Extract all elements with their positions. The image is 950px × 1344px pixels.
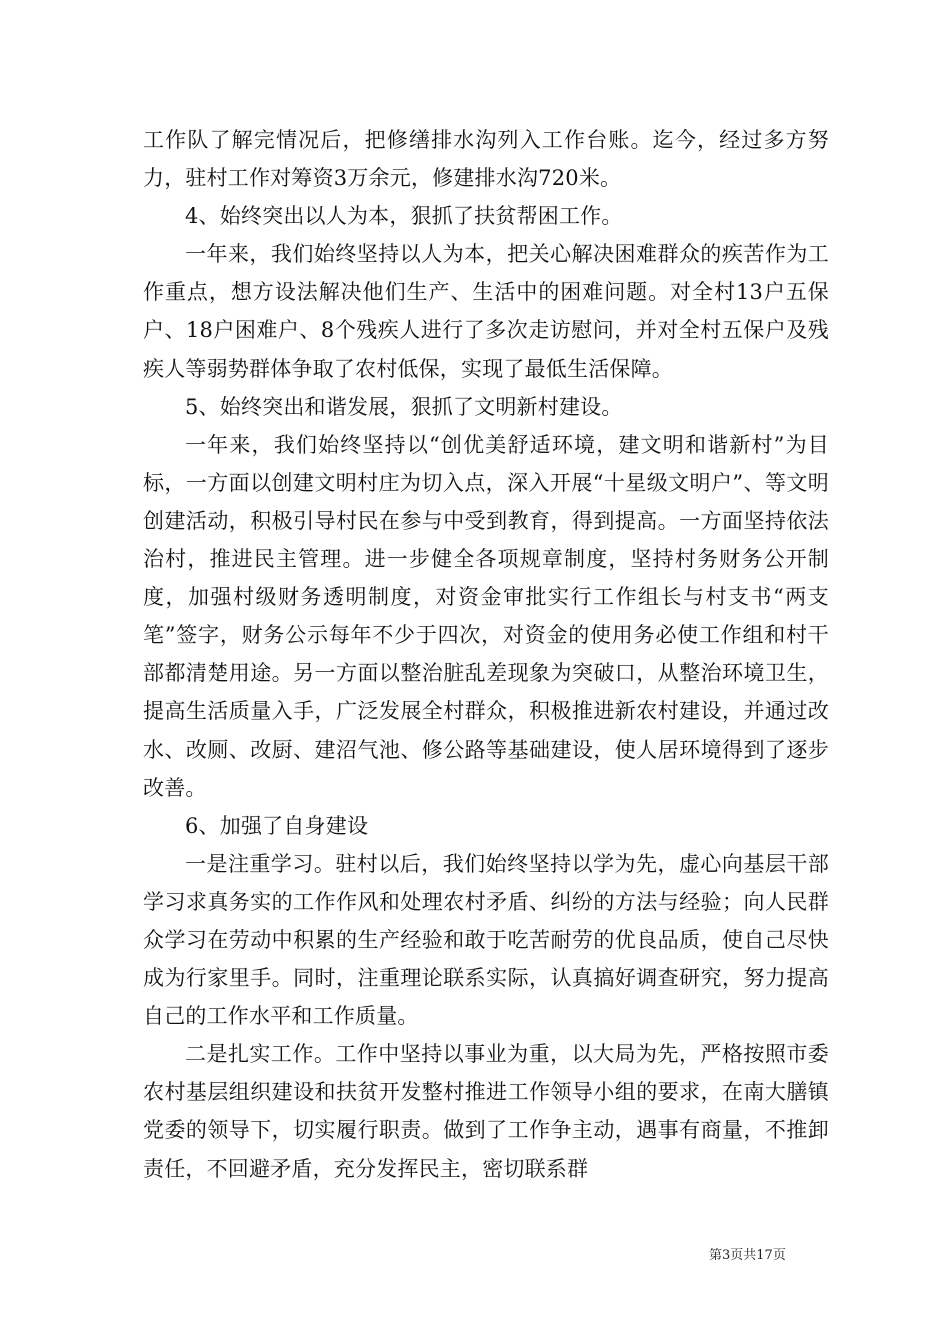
heading-poverty-relief: 4、始终突出以人为本，狠抓了扶贫帮困工作。 (185, 204, 623, 229)
paragraph-study: 一是注重学习。驻村以后，我们始终坚持以学为先，虚心向基层干部学习求真务实的工作作风和处理农村矛盾、纠纷的方法与经验；向人民群众学习在劳动中积累的生产经验和敢于吃苦耐劳的优良品质，使自己尽快成为行家里手。同时，注重理论联系实际，认真搞好调查研究，努力提高自己的工作水平和工作质量。 (143, 851, 829, 1029)
document-body (143, 121, 829, 1188)
paragraph-poverty-relief: 一年来，我们始终坚持以人为本，把关心解决困难群众的疾苦作为工作重点，想方设法解决他们生产、生活中的困难问题。对全村13户五保户、18户困难户、8个残疾人进行了多次走访慰问，并对全村五保户及残疾人等弱势群体争取了农村低保，实现了最低生活保障。 (143, 242, 829, 381)
paragraph-drainage: 工作队了解完情况后，把修缮排水沟列入工作台账。迄今，经过多方努力，驻村工作对筹资3万余元，修建排水沟720米。 (143, 128, 829, 191)
paragraph-civilized-village: 一年来，我们始终坚持以“创优美舒适环境，建文明和谐新村”为目标，一方面以创建文明村庄为切入点，深入开展“十星级文明户”、等文明创建活动，积极引导村民在参与中受到教育，得到提高。一方面坚持依法治村，推进民主管理。进一步健全各项规章制度，坚持村务财务公开制度，加强村级财务透明制度，对资金审批实行工作组长与村支书“两支笔”签字，财务公示每年不少于四次，对资金的使用务必使工作组和村干部都清楚用途。另一方面以整治脏乱差现象为突破口，从整治环境卫生，提高生活质量入手，广泛发展全村群众，积极推进新农村建设，并通过改水、改厕、改厨、建沼气池、修公路等基础建设，使人居环境得到了逐步改善。 (143, 432, 829, 800)
page-number-footer: 第3页共17页 (709, 1248, 786, 1263)
heading-civilized-village: 5、始终突出和谐发展，狠抓了文明新村建设。 (185, 394, 623, 419)
paragraph-solid-work: 二是扎实工作。工作中坚持以事业为重，以大局为先，严格按照市委农村基层组织建设和扶贫开发整村推进工作领导小组的要求，在南大膳镇党委的领导下，切实履行职责。做到了工作争主动，遇事有商量，不推卸责任，不回避矛盾，充分发挥民主，密切联系群 (143, 1042, 829, 1181)
heading-self-building: 6、加强了自身建设 (185, 813, 369, 838)
